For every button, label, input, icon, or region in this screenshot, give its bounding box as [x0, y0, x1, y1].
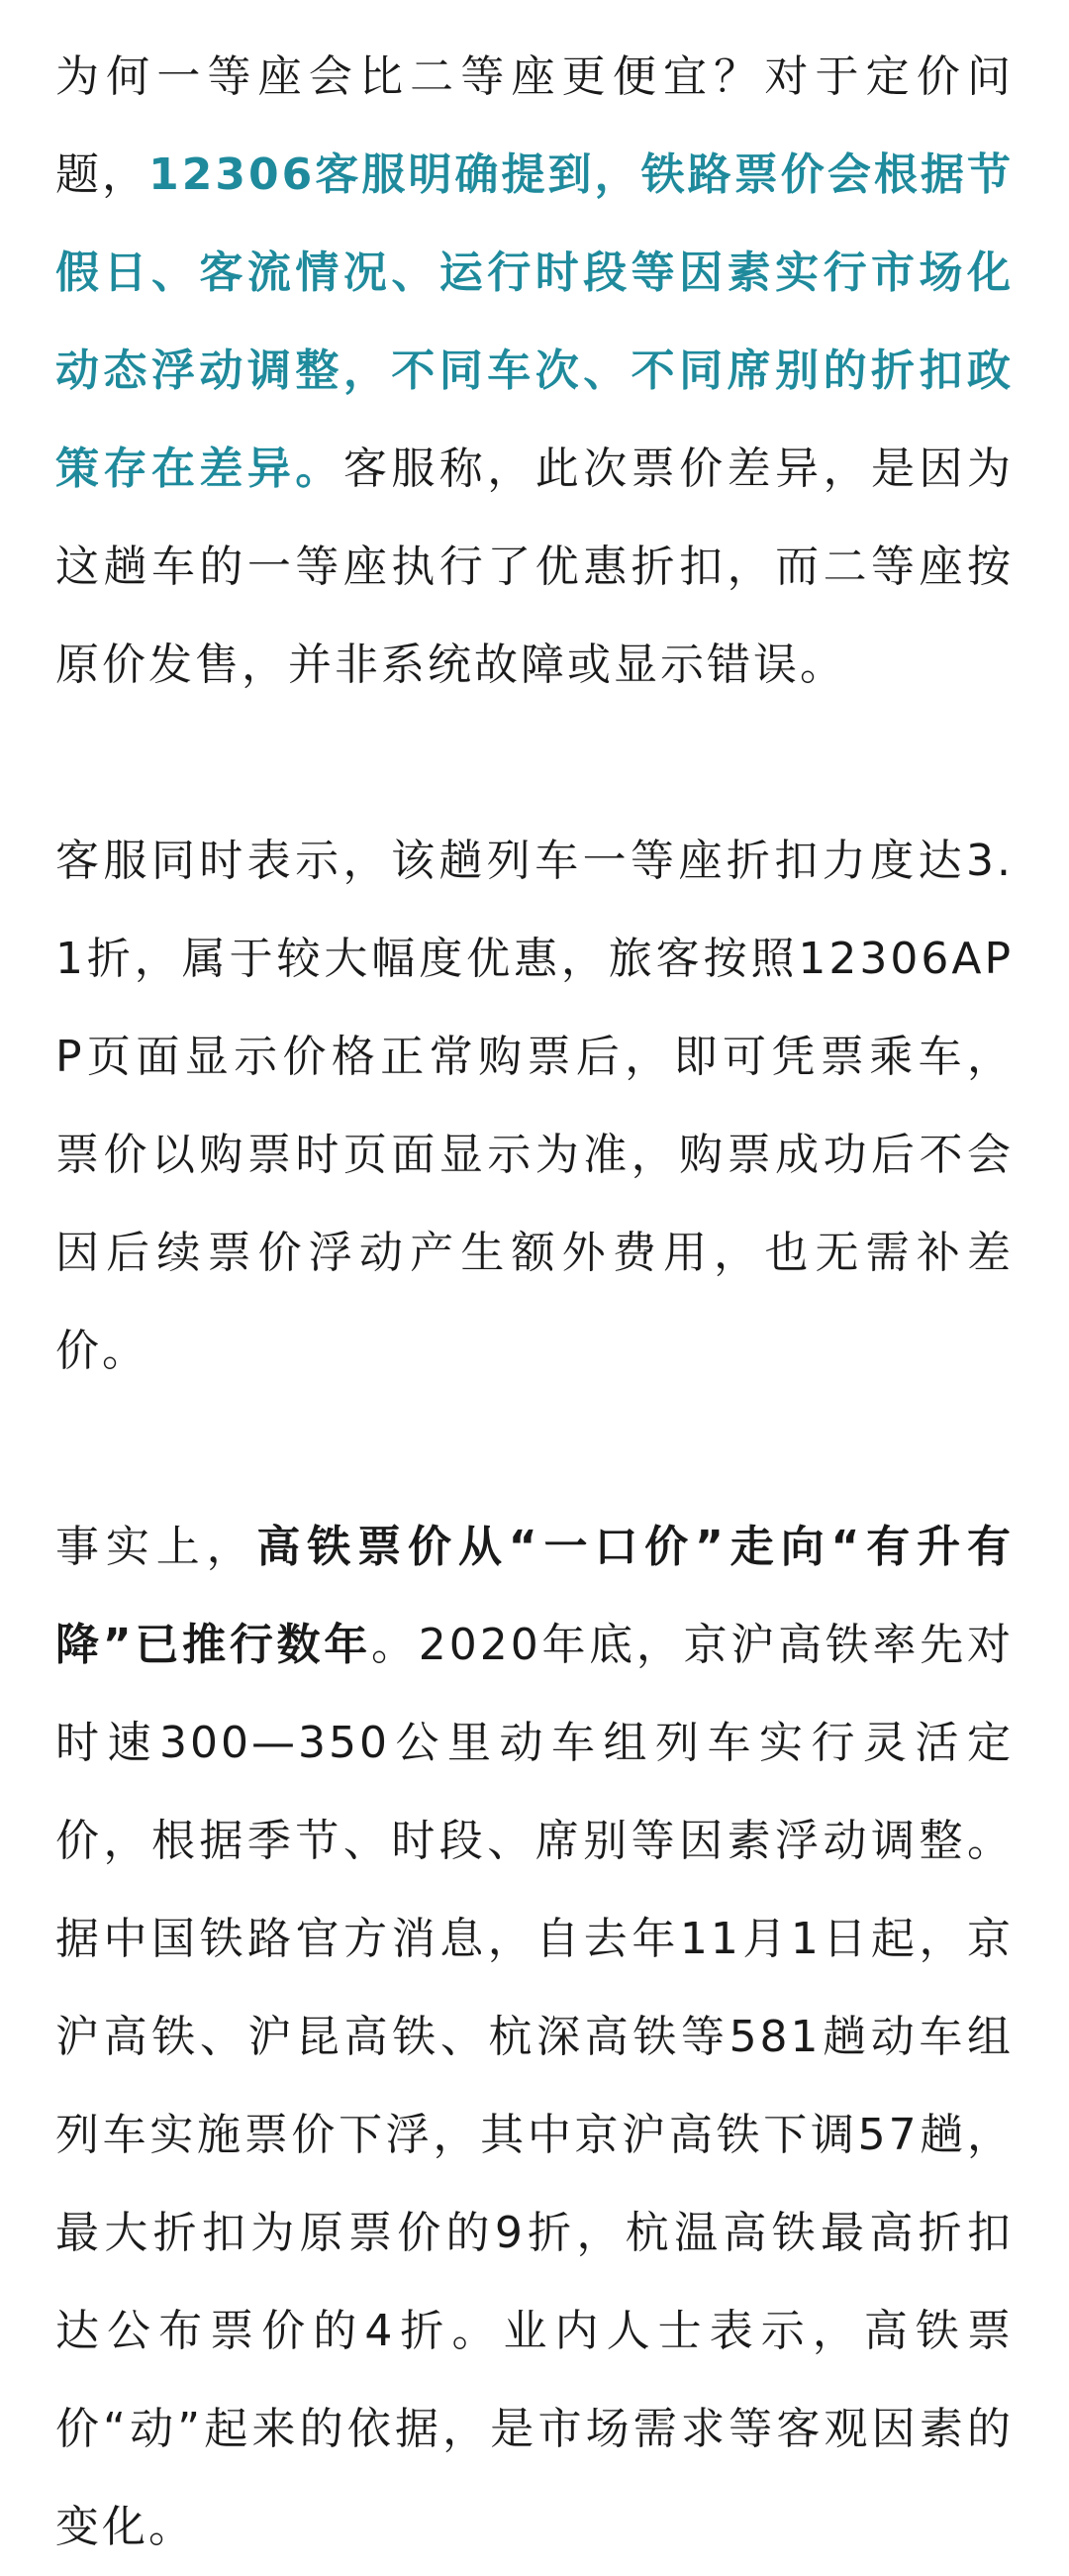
text-segment: 。2020年底，京沪高铁率先对时速300—350公里动车组列车实行灵活定价，根据季节、时段、席别等因素浮动调整。据中国铁路官方消息，自去年11月1日起，京沪高铁、沪昆高铁、杭深高铁等581趟动车组列车实施票价下浮，其中京沪高铁下调57趟，最大折扣为原票价的9折，杭温高铁最高折扣达公布票价的4折。业内人士表示，高铁票价“动”起来的依据，是市场需求等客观因素的变化。: [55, 1620, 1014, 2552]
text-segment: 为何一等座会比二等座更便宜？对于定价问题，: [55, 51, 1014, 200]
text-segment: 事实上，: [55, 1522, 257, 1572]
paragraph-flexible-pricing-history: [55, 1498, 1014, 2576]
paragraph-pricing-explanation: [55, 28, 1014, 714]
highlighted-quote: 12306客服明确提到，铁路票价会根据节假日、客流情况、运行时段等因素实行市场化动态浮动调整，不同车次、不同席别的折扣政策存在差异。: [55, 149, 1014, 494]
article-body: [55, 28, 1014, 2576]
paragraph-discount-details: [55, 812, 1014, 1400]
text-segment: 客服同时表示，该趟列车一等座折扣力度达3.1折，属于较大幅度优惠，旅客按照12306APP页面显示价格正常购票后，即可凭票乘车，票价以购票时页面显示为准，购票成功后不会因后续票价浮动产生额外费用，也无需补差价。: [55, 836, 1014, 1376]
text-segment: 客服称，此次票价差异，是因为这趟车的一等座执行了优惠折扣，而二等座按原价发售，并非系统故障或显示错误。: [55, 444, 1015, 690]
bold-emphasis: 高铁票价从“一口价”走向“有升有降”已推行数年: [55, 1522, 1014, 1670]
